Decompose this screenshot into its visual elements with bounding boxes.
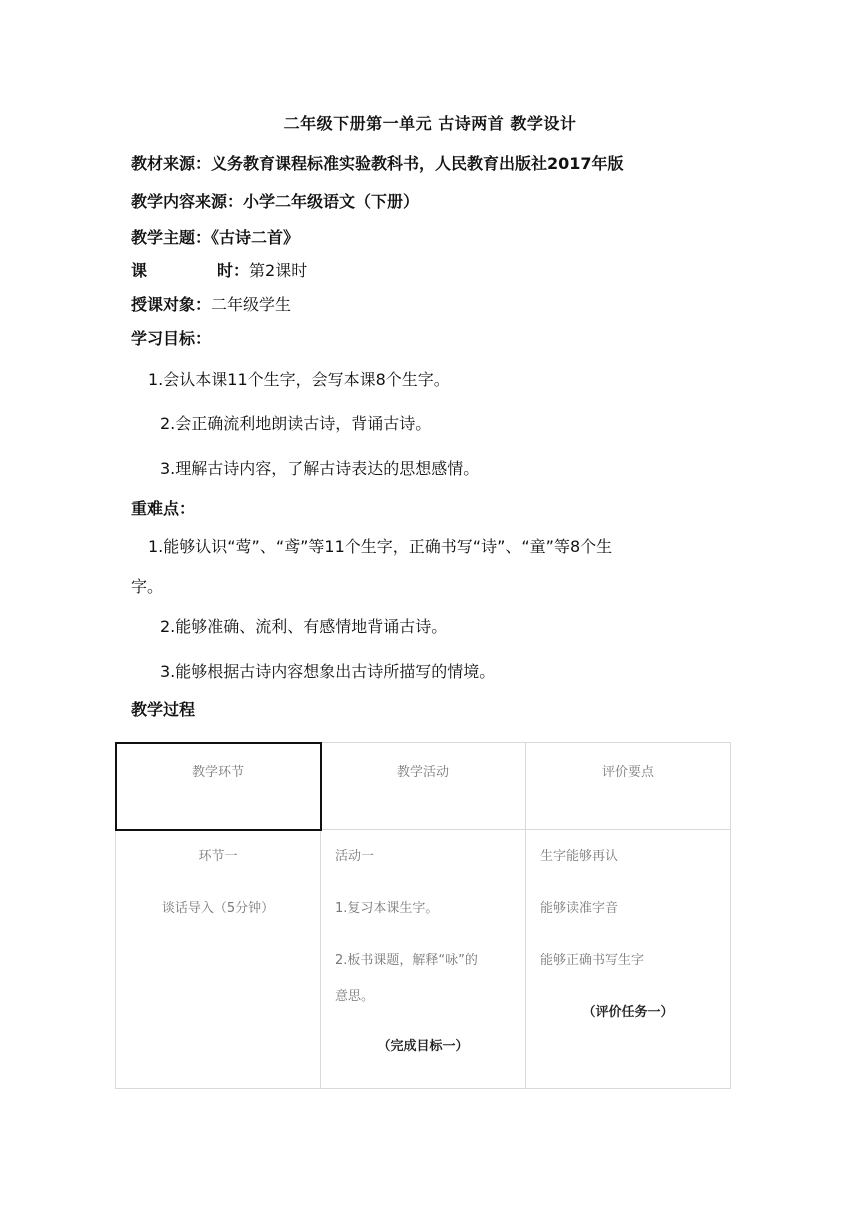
textbook-source-value: 义务教育课程标准实验教科书，人民教育出版社2017年版 — [211, 154, 624, 173]
stage-cell — [116, 830, 321, 1089]
class-period-label-2: 时： — [217, 261, 250, 280]
activity-name: 活动一 — [335, 849, 375, 864]
document-title: 二年级下册第一单元 古诗两首 教学设计 — [283, 114, 577, 133]
keypoint-item-continued: 字。 — [131, 577, 164, 596]
teaching-theme-label: 教学主题： — [131, 228, 212, 247]
table-header-row — [116, 743, 731, 830]
activity-cell — [321, 830, 526, 1089]
keypoints-heading: 重难点： — [131, 499, 196, 518]
class-period-label-1: 课 — [131, 261, 148, 280]
keypoint-item: 2.能够准确、流利、有感情地背诵古诗。 — [160, 617, 448, 636]
evaluation-point: 能够读准字音 — [540, 901, 619, 916]
teaching-theme-value: 《古诗二首》 — [211, 228, 300, 247]
objectives-heading: 学习目标： — [131, 329, 212, 348]
class-period-value: 第2课时 — [249, 261, 308, 280]
evaluation-point: 能够正确书写生字 — [540, 953, 645, 968]
textbook-source-line — [131, 151, 624, 174]
content-source-value: 小学二年级语文（下册） — [243, 192, 420, 211]
header-evaluation-points: 评价要点 — [526, 743, 731, 830]
teaching-process-table — [115, 742, 731, 1089]
content-source-label: 教学内容来源： — [131, 192, 244, 211]
activity-step: 1.复习本课生字。 — [335, 901, 439, 916]
stage-description: 谈话导入（5分钟） — [161, 901, 275, 916]
class-period-line — [131, 258, 307, 281]
stage-name: 环节一 — [198, 849, 238, 864]
teaching-theme-line — [131, 225, 299, 248]
header-teaching-stage: 教学环节 — [116, 743, 321, 830]
objective-item: 1.会认本课11个生字，会写本课8个生字。 — [148, 370, 450, 389]
keypoint-item: 3.能够根据古诗内容想象出古诗所描写的情境。 — [160, 662, 496, 681]
content-source-line — [131, 189, 419, 212]
process-heading: 教学过程 — [131, 700, 196, 719]
evaluation-point: 生字能够再认 — [540, 849, 619, 864]
keypoint-item: 1.能够认识“莺”、“鸢”等11个生字，正确书写“诗”、“童”等8个生 — [148, 537, 613, 556]
evaluation-cell — [526, 830, 731, 1089]
activity-step-continued: 意思。 — [335, 989, 375, 1004]
header-teaching-activity: 教学活动 — [321, 743, 526, 830]
audience-line — [131, 292, 291, 315]
textbook-source-label: 教材来源： — [131, 154, 212, 173]
table-row — [116, 830, 731, 1089]
audience-label: 授课对象： — [131, 295, 212, 314]
evaluation-task-note: （评价任务一） — [582, 1005, 674, 1020]
activity-step: 2.板书课题，解释“咏”的 — [335, 953, 478, 968]
audience-value: 二年级学生 — [211, 295, 292, 314]
objective-item: 3.理解古诗内容，了解古诗表达的思想感情。 — [160, 459, 480, 478]
objective-item: 2.会正确流利地朗读古诗，背诵古诗。 — [160, 414, 432, 433]
activity-target-note: （完成目标一） — [377, 1039, 469, 1054]
